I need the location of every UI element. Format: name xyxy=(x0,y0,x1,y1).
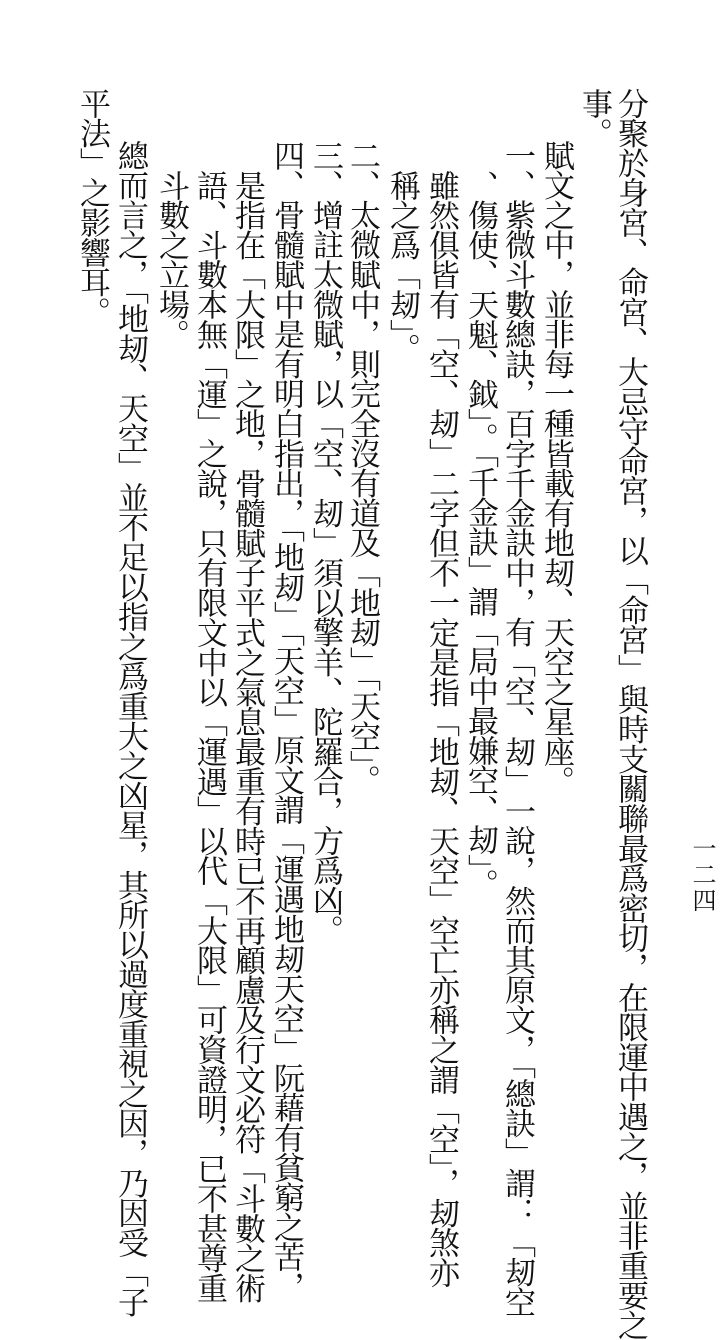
text-column-6: 雖然俱皆有「空、刼」二字但不一定是指「地刼、天空」空亡亦稱之謂「空」，刼煞亦 xyxy=(423,170,459,1287)
text-column-13: 斗數之立場。 xyxy=(153,170,189,349)
text-column-10: 四、骨髓賦中是有明白指出，「地刼」「天空」原文謂「運遇地刼天空」阮藉有貧窮之苦， xyxy=(268,140,304,1302)
text-column-1: 分聚於身宮、命宮、大忌守命宮，以「命宮」與時支關聯最爲密切，在限運中遇之，並非重要之 xyxy=(612,88,648,1340)
text-column-2: 事。 xyxy=(576,88,612,148)
text-column-14: 總而言之，「地刼、天空」並不足以指之爲重大之凶星，其所以過度重視之因，乃因受「子 xyxy=(112,140,148,1317)
text-column-5: 、傷使、天魁、鉞」。「千金訣」謂「局中最嫌空、刼」。 xyxy=(462,170,498,899)
text-column-7: 稱之爲「刼」。 xyxy=(384,170,420,364)
text-column-4: 一、紫微斗數總訣，百字千金訣中，有「空、刼」一說，然而其原文，「總訣」謂：「刼空 xyxy=(499,140,535,1317)
text-column-12: 語、斗數本無「運」之說，只有限文中以「運遇」以代「大限」可資證明，已不甚尊重 xyxy=(191,170,227,1303)
text-column-15: 平法」之影響耳。 xyxy=(74,88,110,327)
text-column-8: 二、太微賦中，則完全沒有道及「地刼」「天空」。 xyxy=(344,140,380,795)
text-column-11: 是指在「大限」之地，骨髓賦子平式之氣息最重有時已不再顧慮及行文必符「斗數之術 xyxy=(229,170,265,1303)
text-column-9: 三、增註太微賦，以「空、刼」須以擎羊、陀羅合，方爲凶。 xyxy=(307,140,343,945)
page-number: 一二四 xyxy=(688,836,716,914)
text-column-3: 賦文之中，並非每一種皆載有地刼、天空之星座。 xyxy=(538,140,574,796)
